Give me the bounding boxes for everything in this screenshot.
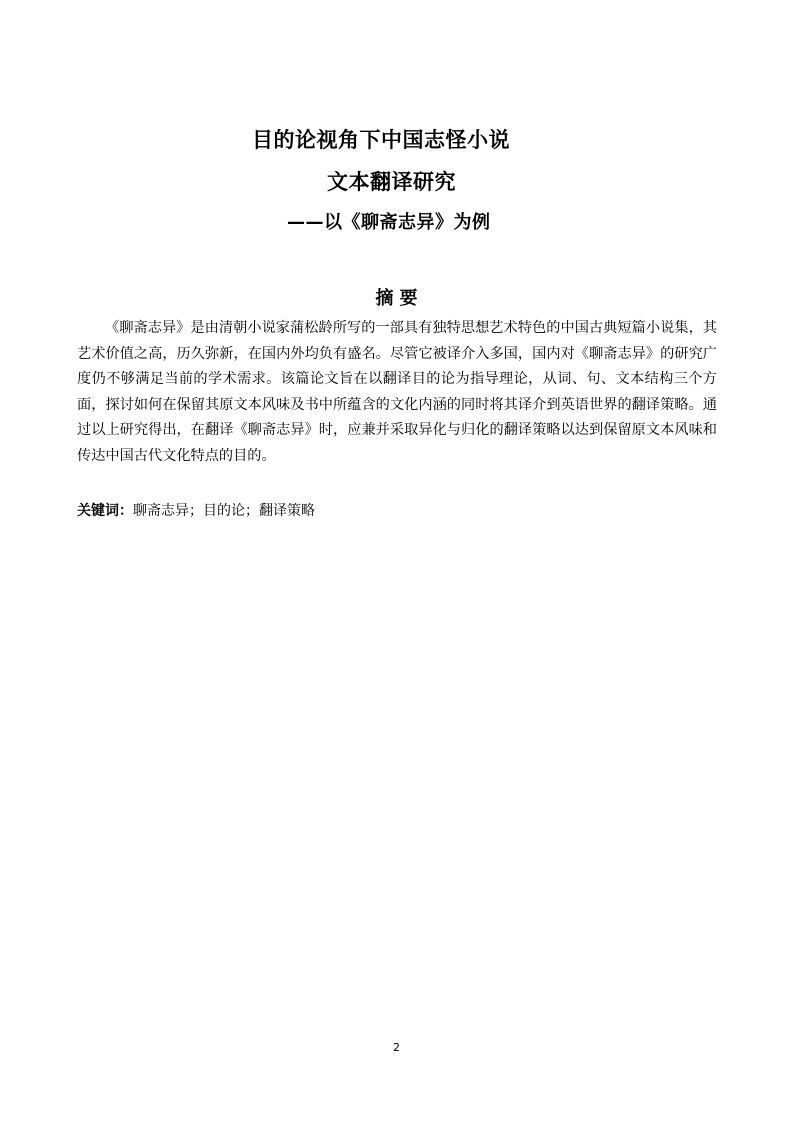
title-line-2: 文本翻译研究 [327,170,456,194]
title-line-1: 目的论视角下中国志怪小说 [252,128,510,152]
abstract-body: 《聊斋志异》是由清朝小说家蒲松龄所写的一部具有独特思想艺术特色的中国古典短篇小说集，其艺术价值之高，历久弥新，在国内外均负有盛名。尽管它被译介入多国，国内对《聊斋志异》的研究广度仍不够满足当前的学术需求。该篇论文旨在以翻译目的论为指导理论，从词、句、文本结构三个方面，探讨如何在保留其原文本风味及书中所蕴含的文化内涵的同时将其译介到英语世界的翻译策略。通过以上研究得出，在翻译《聊斋志异》时，应兼并采取异化与归化的翻译策略以达到保留原文本风味和传达中国古代文化特点的目的。 [77,320,717,464]
keywords-items: 聊斋志异；目的论；翻译策略 [133,503,315,519]
keywords-line [77,499,315,523]
page-number: 2 [393,1041,400,1054]
keywords-separator: ： [119,503,133,519]
abstract-heading: 摘要 [375,288,424,309]
subtitle: ——以《聊斋志异》为例 [287,212,491,233]
keywords-label: 关键词 [77,503,119,519]
